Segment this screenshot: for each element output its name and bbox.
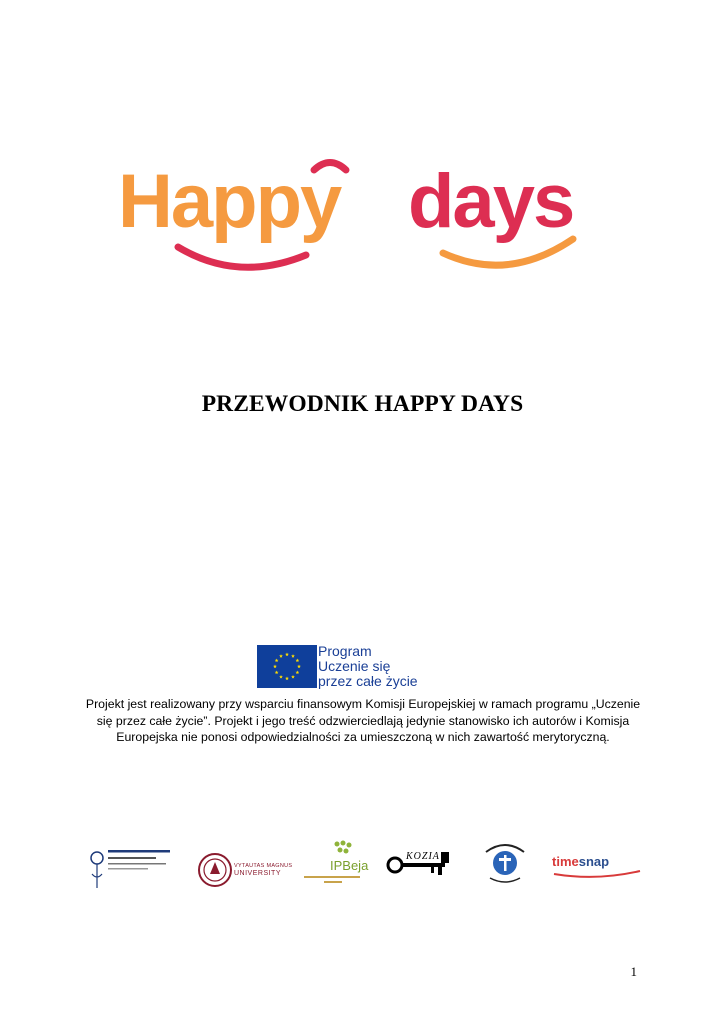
partner-logo-1 [88,844,198,892]
program-line-3: przez całe życie [318,673,418,689]
logo-word-happy: Happy [118,159,341,244]
happy-days-logo [118,155,613,280]
program-badge [257,645,432,689]
page-number: 1 [630,964,637,979]
eu-star [295,659,299,663]
ipbeja-dots-icon [332,840,354,858]
vytautas-name-line-2: UNIVERSITY [234,870,282,877]
ipbeja-subtitle-bar [304,876,360,878]
timesnap-name [552,854,609,869]
partner-logos [0,838,725,898]
eu-star [297,665,301,669]
disclaimer-line-3: Europejska nie ponosi odpowiedzialności za umieszczoną w nich zawartość merytoryczną. [116,730,610,744]
document-title: PRZEWODNIK HAPPY DAYS [201,391,524,417]
crest-icon [88,844,198,892]
logo-word-days: days [408,159,574,244]
eu-star [291,675,295,679]
partner-logo-kozia [386,848,452,884]
program-line-1: Program [318,643,372,659]
partner-logo-5 [480,838,530,888]
eu-flag-icon [257,645,317,688]
funding-disclaimer [78,696,648,746]
eu-star [285,677,289,681]
timesnap-name-part-2: snap [578,854,610,869]
timesnap-name-part-1: time [552,854,579,869]
program-badge-text [318,644,418,689]
eu-star [285,653,289,657]
kozia-name: KOZIA [406,851,440,862]
disclaimer-line-2: się przez całe życie”. Projekt i jego treść odzwierciedlają jedynie stanowisko ich autorów i Komisja [96,713,630,728]
timesnap-swoosh-icon [552,869,642,879]
eu-star [275,659,279,663]
partner-logo-timesnap [552,854,642,880]
eu-star [273,665,277,669]
university-seal-icon [198,852,232,888]
ipbeja-subtitle-bar-2 [324,881,342,883]
eu-star [295,671,299,675]
ipbeja-name: IPBeja [330,858,369,873]
school-emblem-icon [480,838,530,888]
vytautas-name-line-1: VYTAUTAS MAGNUS [234,863,293,869]
eu-star [279,675,283,679]
partner-logo-vytautas [198,852,293,892]
happy-days-logo-image [118,155,613,280]
disclaimer-line-1: Projekt jest realizowany przy wsparciu finansowym Komisji Europejskiej w ramach programu „Uczenie [85,697,641,711]
partner-logo-ipbeja [302,840,369,890]
logo-smile-left [178,247,306,267]
eu-star [279,654,283,658]
program-line-2: Uczenie się [318,658,391,674]
eu-star [275,671,279,675]
eu-star [291,654,295,658]
